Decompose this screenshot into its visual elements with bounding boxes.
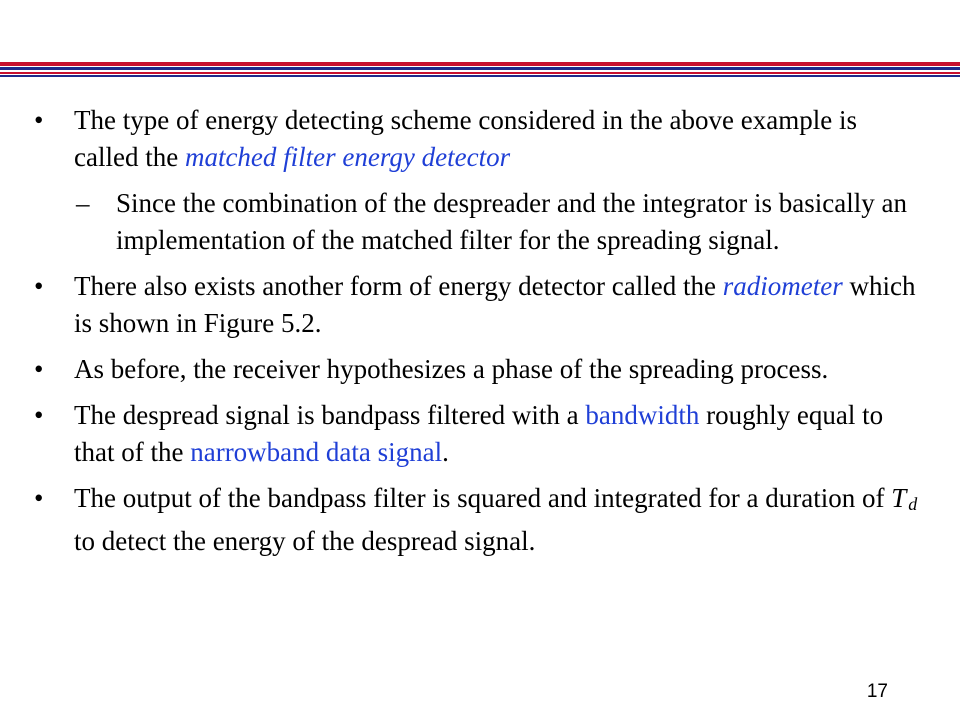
bullet-item bbox=[28, 397, 928, 471]
bullet-marker: • bbox=[34, 271, 44, 301]
math-subscript: d bbox=[908, 494, 918, 515]
bullet-emphasis-text: radiometer bbox=[722, 271, 843, 301]
bullet-text-part: The output of the bandpass filter is squared and integrated for a duration of bbox=[74, 483, 892, 513]
bullet-text bbox=[74, 102, 928, 176]
bullet-marker: • bbox=[34, 105, 44, 135]
header-rule-blue-bottom bbox=[0, 75, 960, 77]
bullet-item bbox=[28, 351, 928, 388]
bullet-text-part: to detect the energy of the despread signal. bbox=[74, 526, 536, 557]
sub-bullet-marker: – bbox=[76, 188, 90, 218]
bullet-text-part: The despread signal is bandpass filtered with a bbox=[74, 400, 586, 430]
header-rule-blue-top bbox=[0, 67, 960, 70]
sub-bullet-text: Since the combination of the despreader and the integrator is basically an implementation of the matched filter for the spreading signal. bbox=[116, 188, 907, 255]
bullet-highlight-text: narrowband data signal bbox=[190, 437, 443, 467]
bullet-emphasis-text: matched filter energy detector bbox=[184, 142, 511, 172]
bullet-text-part: roughly equal to that of the bbox=[74, 400, 884, 467]
bullet-text: As before, the receiver hypothesizes a phase of the spreading process. bbox=[74, 354, 829, 384]
slide-content bbox=[28, 102, 928, 569]
bullet-text-part: which is shown in Figure 5.2. bbox=[74, 271, 916, 338]
bullet-text-part: . bbox=[442, 437, 449, 467]
header-rules bbox=[0, 62, 960, 82]
bullet-text-part: There also exists another form of energy detector called the bbox=[74, 271, 723, 301]
bullet-item bbox=[28, 480, 928, 560]
sub-bullet-item bbox=[28, 185, 928, 259]
bullet-text bbox=[74, 397, 928, 471]
bullet-text-part: The type of energy detecting scheme considered in the above example is called the bbox=[74, 105, 857, 172]
bullet-text bbox=[74, 268, 928, 342]
bullet-item bbox=[28, 102, 928, 176]
bullet-marker: • bbox=[34, 354, 44, 384]
bullet-text bbox=[74, 480, 928, 560]
header-rule-red-top bbox=[0, 62, 960, 66]
page-number: 17 bbox=[866, 681, 888, 702]
math-variable: T bbox=[891, 483, 907, 513]
bullet-marker: • bbox=[34, 400, 44, 430]
header-rule-red-bottom bbox=[0, 72, 960, 74]
bullet-highlight-text: bandwidth bbox=[585, 400, 700, 430]
bullet-item bbox=[28, 268, 928, 342]
bullet-marker: • bbox=[34, 483, 44, 513]
